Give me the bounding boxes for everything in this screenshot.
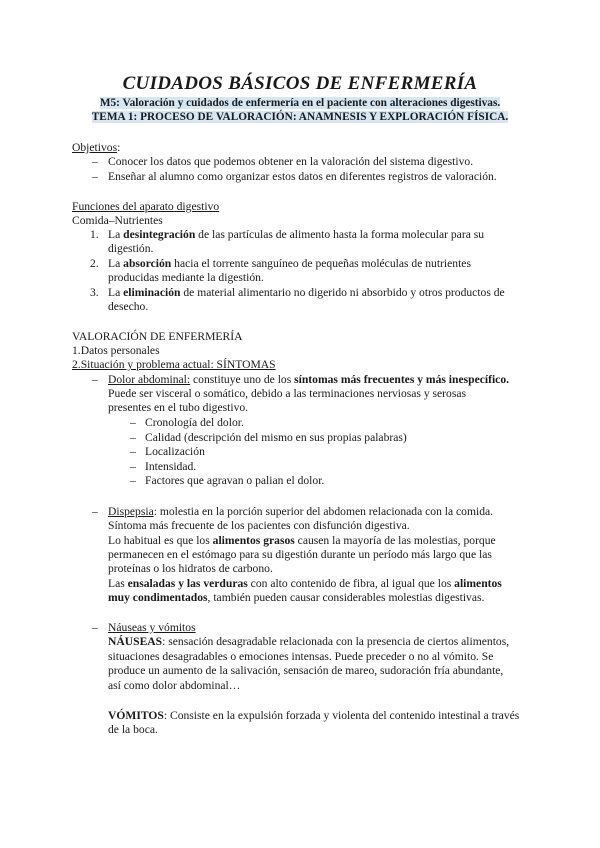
dolor-subitem: Cronología del dolor. xyxy=(145,416,244,429)
bullet-dash: – xyxy=(130,416,136,429)
dolor-subitem: Localización xyxy=(145,445,205,458)
nauseas-line: situaciones desagradables o emociones intensas. Puede preceder o no al vómito. Se xyxy=(108,650,494,663)
module-subtitle xyxy=(0,97,600,109)
funciones-item-cont: producidas mediante la digestión. xyxy=(108,271,264,284)
list-number: 1. xyxy=(90,228,99,241)
dispepsia-line: proteínas o los hidratos de carbono. xyxy=(108,562,273,575)
module-subtitle-text: M5: Valoración y cuidados de enfermería en el paciente con alteraciones digestivas. xyxy=(99,97,501,109)
dolor-subitem: Intensidad. xyxy=(145,460,197,473)
topic-subtitle-text: TEMA 1: PROCESO DE VALORACIÓN: ANAMNESIS Y EXPLORACIÓN FÍSICA. xyxy=(91,111,509,123)
bullet-dash: – xyxy=(92,505,98,518)
dispepsia-line: Síntoma más frecuente de los pacientes con disfunción digestiva. xyxy=(108,519,410,532)
objetivos-item: Conocer los datos que podemos obtener en la valoración del sistema digestivo. xyxy=(108,155,474,168)
list-number: 3. xyxy=(90,286,99,299)
topic-subtitle xyxy=(0,111,600,123)
dispepsia-line: muy condimentados, también pueden causar considerables molestias digestivas. xyxy=(108,591,485,604)
nauseas-line: NÁUSEAS: sensación desagradable relacionada con la presencia de ciertos alimentos, xyxy=(108,635,510,648)
objetivos-heading: Objetivos: xyxy=(72,141,121,154)
funciones-item-cont: desecho. xyxy=(108,300,149,313)
vomitos-line: VÓMITOS: Consiste en la expulsión forzada y violenta del contenido intestinal a través xyxy=(108,709,520,722)
situacion-heading: 2.Situación y problema actual: SÍNTOMAS xyxy=(72,358,276,371)
bullet-dash: – xyxy=(92,170,98,183)
datos-personales: 1.Datos personales xyxy=(72,344,160,357)
bullet-dash: – xyxy=(92,373,98,386)
dolor-subitem: Factores que agravan o palian el dolor. xyxy=(145,474,325,487)
dolor-line: Puede ser visceral o somático, debido a las terminaciones nerviosas y serosas xyxy=(108,387,467,400)
nauseas-heading: Náuseas y vómitos xyxy=(108,621,196,634)
nauseas-line: produce un aumento de la salivación, sensación de mareo, sudoración fría abundante, xyxy=(108,664,504,677)
bullet-dash: – xyxy=(130,474,136,487)
dolor-line: presentes en el tubo digestivo. xyxy=(108,401,249,414)
dispepsia-line: Lo habitual es que los alimentos grasos causen la mayoría de las molestias, porque xyxy=(108,534,496,547)
dolor-subitem: Calidad (descripción del mismo en sus propias palabras) xyxy=(145,431,407,444)
dispepsia-line: Dispepsia: molestia en la porción superior del abdomen relacionada con la comida. xyxy=(108,505,494,518)
dispepsia-line: Las ensaladas y las verduras con alto contenido de fibra, al igual que los alimentos xyxy=(108,577,502,590)
dispepsia-line: permanecen en el estómago para su digestión durante un período más largo que las xyxy=(108,548,492,561)
funciones-heading: Funciones del aparato digestivo xyxy=(72,200,220,213)
bullet-dash: – xyxy=(92,621,98,634)
funciones-subheading: Comida–Nutrientes xyxy=(72,214,163,227)
bullet-dash: – xyxy=(130,460,136,473)
funciones-item: La eliminación de material alimentario no digerido ni absorbido y otros productos de xyxy=(108,286,505,299)
list-number: 2. xyxy=(90,257,99,270)
objetivos-item: Enseñar al alumno como organizar estos datos en diferentes registros de valoración. xyxy=(108,170,497,183)
valoracion-heading: VALORACIÓN DE ENFERMERÍA xyxy=(72,330,243,343)
nauseas-line: así como dolor abdominal… xyxy=(108,679,241,692)
funciones-item: La absorción hacia el torrente sanguíneo de pequeñas moléculas de nutrientes xyxy=(108,257,471,270)
vomitos-line: de la boca. xyxy=(108,723,158,736)
bullet-dash: – xyxy=(130,431,136,444)
dolor-line: Dolor abdominal: constituye uno de los síntomas más frecuentes y más inespecífico. xyxy=(108,373,510,386)
bullet-dash: – xyxy=(130,445,136,458)
document-title: CUIDADOS BÁSICOS DE ENFERMERÍA xyxy=(122,73,478,94)
bullet-dash: – xyxy=(92,155,98,168)
funciones-item: La desintegración de las partículas de alimento hasta la forma molecular para su xyxy=(108,228,485,241)
funciones-item-cont: digestión. xyxy=(108,242,154,255)
